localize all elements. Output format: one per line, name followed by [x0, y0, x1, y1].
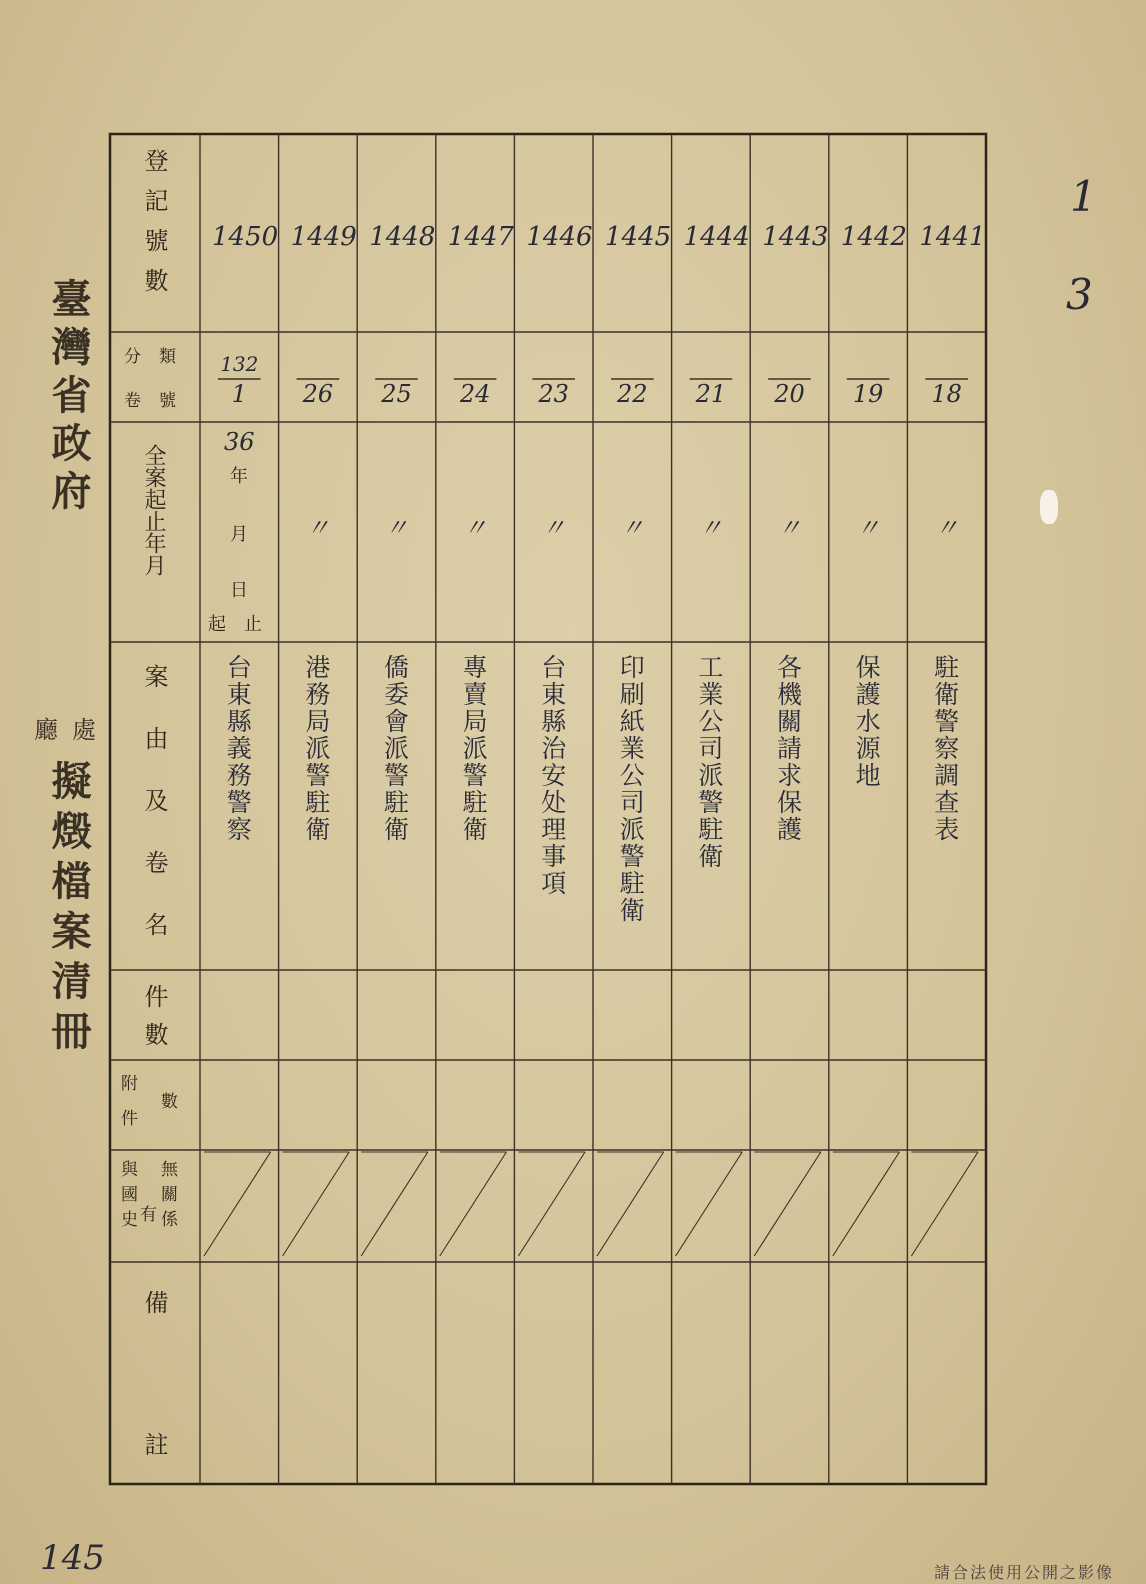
subject-text: 專賣局派警駐衛: [459, 654, 489, 843]
subject-text: 各機關請求保護: [773, 654, 803, 843]
history-slash: [440, 1152, 507, 1256]
history-slash: [676, 1152, 743, 1256]
page-number: 145: [40, 1538, 105, 1578]
class-number: 20: [774, 380, 805, 408]
class-number: 24: [459, 380, 491, 408]
document-title: 擬燬檔案清冊: [45, 760, 92, 1060]
label-class-juan: 卷號: [124, 391, 194, 411]
label-class-fen: 分類: [124, 347, 194, 367]
reg-number: 1443: [762, 222, 829, 252]
class-number-top: 132: [220, 352, 259, 376]
label-remarks-b: 註: [140, 1432, 168, 1456]
date-value: 〃: [463, 514, 488, 542]
subject-text: 保護水源地: [852, 654, 882, 789]
date-value: 〃: [541, 514, 566, 542]
label-reg-no: 登記號數: [140, 148, 168, 308]
label-history-a: 與國史: [117, 1160, 137, 1235]
reg-number: 1450: [212, 222, 279, 252]
reg-number: 1444: [683, 222, 750, 252]
margin-mark-2: 3: [1066, 270, 1093, 319]
date-value: 〃: [620, 514, 645, 542]
label-class-top: [124, 342, 194, 367]
label-subject: 案由及卷名: [140, 664, 168, 974]
date-value: 〃: [856, 514, 881, 542]
label-dates: 全案起止年月: [141, 444, 166, 576]
date-unit-label: 止: [244, 614, 262, 635]
margin-mark-1: 1: [1070, 172, 1097, 221]
class-number: 23: [538, 380, 569, 408]
history-slash: [754, 1152, 821, 1256]
date-value: 〃: [305, 514, 330, 542]
date-value: 〃: [384, 514, 409, 542]
date-value: 〃: [698, 514, 723, 542]
label-history-c: 有: [140, 1205, 157, 1225]
class-number: 18: [931, 380, 962, 408]
class-number: 21: [695, 380, 727, 408]
date-unit-label: 年: [230, 466, 248, 487]
label-count: 件數: [140, 984, 168, 1060]
reg-number: 1449: [290, 222, 357, 252]
subject-text: 僑委會派警駐衛: [380, 654, 410, 843]
subject-text: 台東縣義務警察: [223, 654, 253, 843]
reg-number: 1442: [840, 222, 907, 252]
footer-notice: 請合法使用公開之影像: [934, 1563, 1115, 1582]
reg-number: 1446: [526, 222, 593, 252]
subject-text: 駐衛警察調查表: [930, 654, 960, 843]
date-unit-label: 日: [230, 580, 248, 601]
class-number: 22: [617, 380, 648, 408]
subject-text: 工業公司派警駐衛: [694, 654, 724, 870]
subject-text: 港務局派警駐衛: [301, 654, 331, 843]
label-attach-count: 數: [157, 1092, 177, 1109]
reg-number: 1448: [369, 222, 436, 252]
history-slash: [283, 1152, 350, 1256]
reg-number: 1447: [447, 222, 514, 252]
history-slash: [911, 1152, 978, 1256]
label-attach: 附件: [117, 1074, 137, 1144]
class-number: 1: [231, 380, 247, 408]
label-class-bottom: [124, 386, 194, 411]
date-value: 〃: [777, 514, 802, 542]
reg-number: 1445: [605, 222, 672, 252]
reg-number: 1441: [919, 222, 986, 252]
class-number: 26: [302, 380, 334, 408]
history-slash: [833, 1152, 900, 1256]
history-slash: [518, 1152, 585, 1256]
date-value: 36: [224, 428, 255, 456]
class-number: 25: [381, 380, 412, 408]
date-unit-label: 起: [208, 614, 226, 635]
department-label: 廳處: [34, 716, 110, 744]
history-slash: [204, 1152, 271, 1256]
label-remarks-a: 備: [140, 1290, 168, 1314]
history-slash: [361, 1152, 428, 1256]
date-unit-label: 月: [230, 524, 248, 545]
date-value: 〃: [934, 514, 959, 542]
class-number: 19: [852, 380, 884, 408]
subject-text: 印刷紙業公司派警駐衛: [616, 654, 646, 924]
history-slash: [597, 1152, 664, 1256]
label-history-b: 無關係: [157, 1160, 177, 1235]
government-title: 臺灣省政府: [45, 278, 92, 518]
subject-text: 台東縣治安处理事項: [537, 654, 567, 897]
